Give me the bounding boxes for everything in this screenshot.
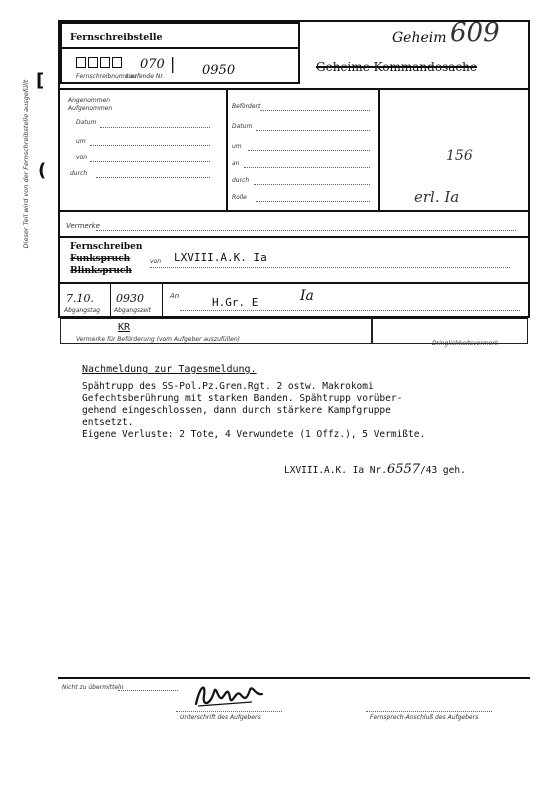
classification-stamp: Geheime Kommandosache [316, 60, 477, 74]
number-box [88, 57, 98, 68]
method-fernschreiben: Fernschreiben [70, 242, 143, 252]
classification-number: 609 [450, 18, 500, 48]
divider [60, 88, 528, 90]
message-line: Gefechtsberührung mit starken Banden. Spähtrupp vorüber- [82, 393, 403, 404]
number-box [100, 57, 110, 68]
number-label: Fernschreibnummer [76, 73, 137, 80]
grade-label: Dringlichkeitsvermerk [432, 340, 499, 347]
time2-label: um [232, 143, 242, 150]
method-blinkspruch: Blinkspruch [70, 266, 132, 276]
recipient: H.Gr. E [212, 296, 259, 309]
reference-number: 6557 [386, 462, 421, 477]
handling-label: Vermerke für Beförderung (vom Aufgeber auszufüllen) [76, 336, 240, 343]
station-label: Fernschreibstelle [70, 32, 163, 43]
dispatch-date: 7.10. [66, 292, 94, 305]
running-value: 0950 [202, 63, 236, 78]
dispatch-time: 0930 [116, 292, 144, 305]
running-label: Laufende Nr. [126, 73, 165, 80]
note-right-1: 156 [446, 148, 473, 164]
from-label: von [76, 154, 88, 161]
divider [60, 282, 528, 284]
recipient-note: Ia [300, 288, 314, 304]
divider [60, 210, 528, 212]
forwarded-label: Befördert [232, 103, 261, 110]
priority: KR [118, 322, 131, 333]
side-note: Dieser Teil wird von der Fernschreibstelle ausgefüllt [22, 79, 30, 249]
roll-label: Rolle [232, 194, 247, 201]
message-line: gehend eingeschlossen, dann durch stärkere Kampfgruppe [82, 405, 391, 416]
method-funkspruch: Funkspruch [70, 254, 131, 264]
divider [60, 236, 528, 238]
message-line: Spähtrupp des SS-Pol.Pz.Gren.Rgt. 2 ostw. Makrokomi [82, 381, 374, 392]
divider [60, 47, 300, 49]
sender: LXVIII.A.K. Ia [174, 251, 267, 264]
edge-mark: [ [36, 70, 45, 91]
to-label: an [232, 160, 240, 167]
by2-label: durch [232, 177, 250, 184]
divider [110, 284, 111, 318]
note-right-2: erl. Ia [414, 188, 460, 206]
an-label: An [170, 292, 180, 300]
footer-line [58, 677, 530, 679]
signature-label: Unterschrift des Aufgebers [180, 714, 261, 721]
method-from-label: von [150, 258, 162, 265]
signature [192, 676, 266, 712]
classification-written: Geheim [392, 30, 447, 46]
divider [378, 88, 380, 210]
by-label: durch [70, 170, 88, 177]
message-line: entsetzt. [82, 417, 134, 428]
date-label: Datum [76, 119, 97, 126]
number-box [112, 57, 122, 68]
reference-prefix: LXVIII.A.K. Ia Nr. [284, 465, 387, 476]
edge-mark: ( [38, 160, 47, 181]
message-title: Nachmeldung zur Tagesmeldung. [82, 364, 257, 375]
message-line: Eigene Verluste: 2 Tote, 4 Verwundete (1 Offz.), 5 Vermißte. [82, 429, 426, 440]
reference-suffix: /43 geh. [420, 465, 466, 476]
time-label: um [76, 138, 86, 145]
time-label: Abgangszeit [114, 307, 151, 314]
vermerke-label: Vermerke [66, 222, 100, 230]
phone-label: Fernsprech-Anschluß des Aufgebers [370, 714, 479, 721]
divider [162, 284, 163, 318]
divider [226, 88, 228, 210]
number-box [76, 57, 86, 68]
date-label: Abgangstag [64, 307, 100, 314]
received-label: Angenommen [68, 97, 111, 104]
date2-label: Datum [232, 123, 253, 130]
reference [284, 462, 466, 477]
not-transmit: Nicht zu übermitteln [62, 684, 124, 691]
taken-label: Aufgenommen [68, 105, 113, 112]
number-value: 070 [140, 57, 165, 72]
number-slash: | [170, 54, 176, 73]
